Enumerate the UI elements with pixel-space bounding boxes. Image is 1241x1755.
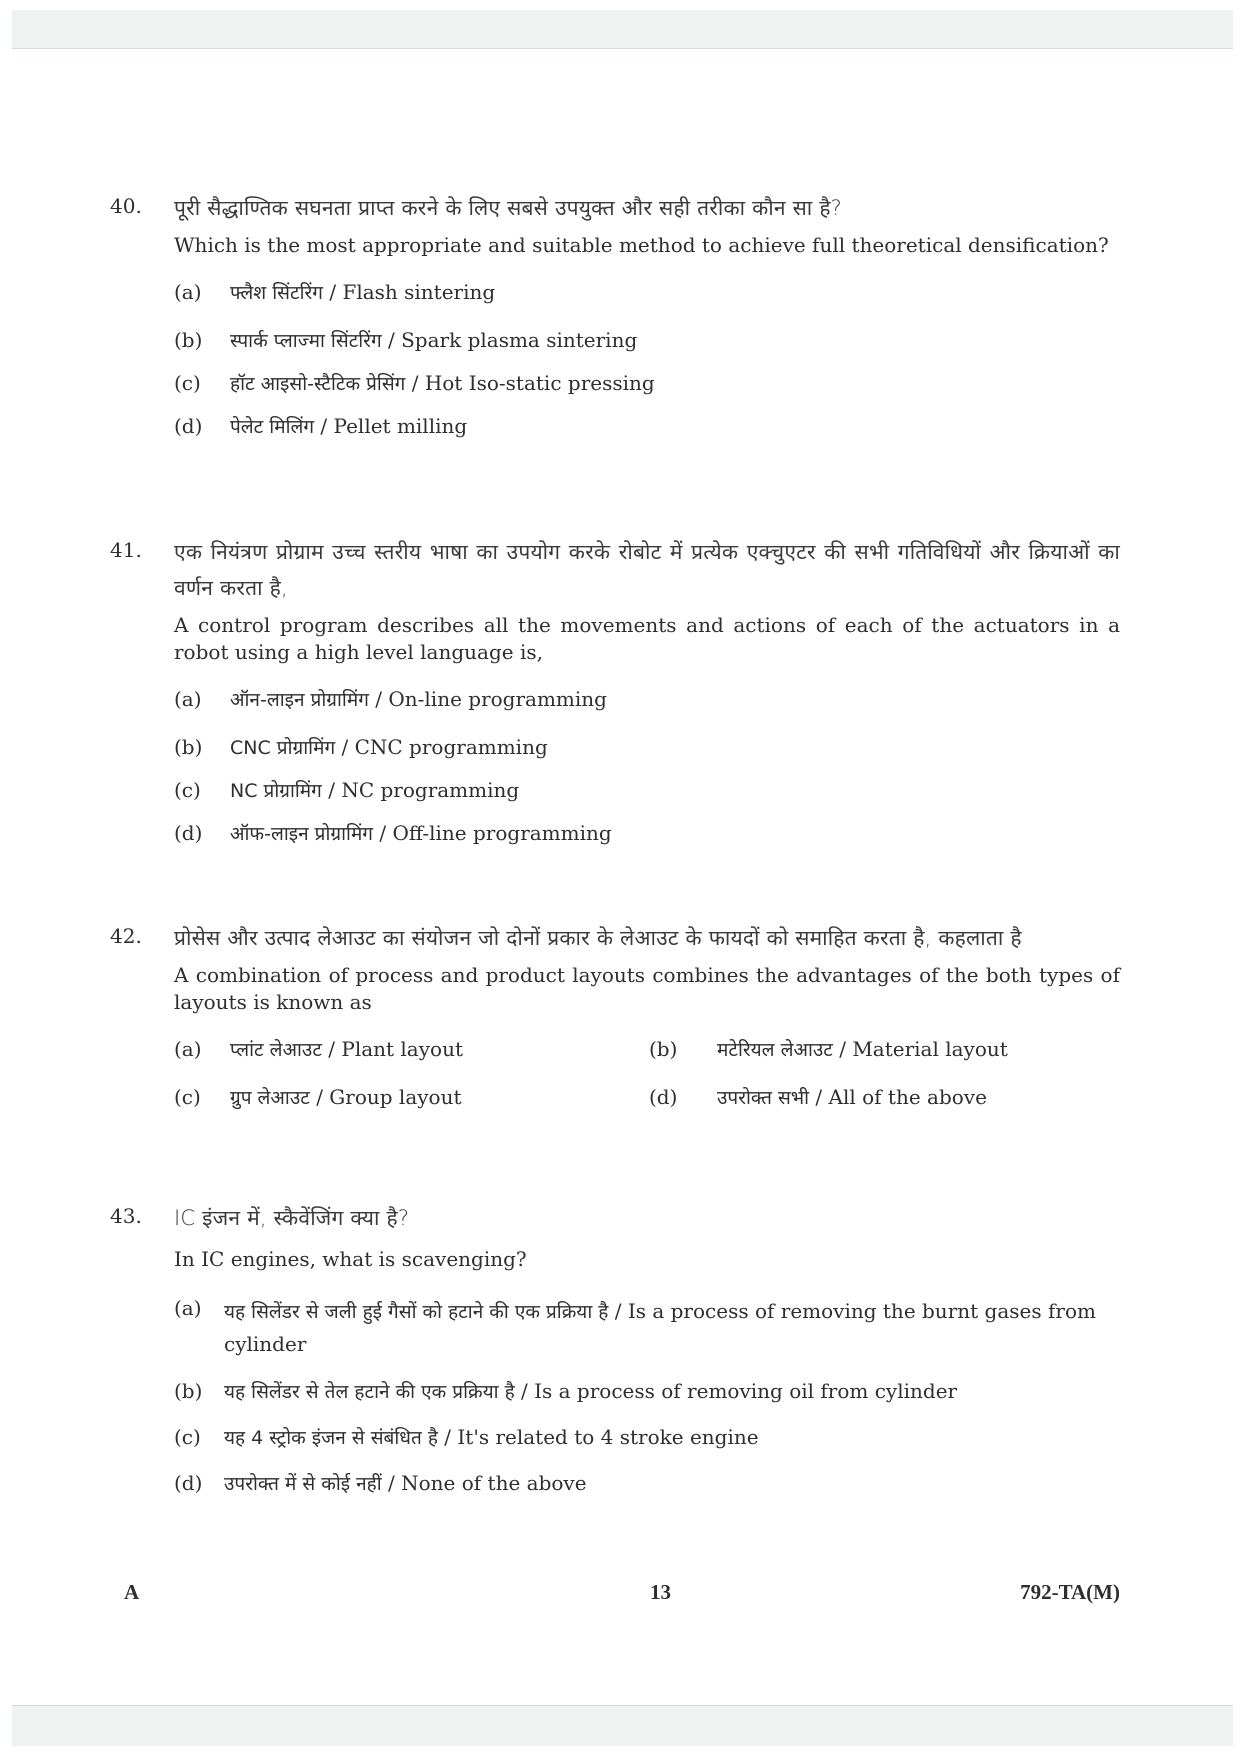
option-d: (d) पेलेट मिलिंग / Pellet milling [174, 414, 468, 438]
option-a: (a) ऑन-लाइन प्रोग्रामिंग / On-line programming [174, 687, 607, 711]
question-40 [110, 190, 1120, 461]
option-a: (a) यह सिलेंडर से जली हुई गैसों को हटाने की एक प्रक्रिया है / Is a process of removing the burnt gases from cylinder [174, 1296, 1096, 1356]
question-number: 40. [110, 194, 142, 218]
option-b: (b) CNC प्रोग्रामिंग / CNC programming [174, 735, 548, 759]
option-c: (c) ग्रुप लेआउट / Group layout [174, 1085, 462, 1109]
question-43 [110, 1200, 1120, 1518]
question-text-hindi: पूरी सैद्धाण्तिक सघनता प्राप्त करने के लिए सबसे उपयुक्त और सही तरीका कौन सा है? [174, 196, 843, 220]
question-text-english: In IC engines, what is scavenging? [174, 1247, 527, 1271]
question-text-english: A control program describes all the movements and actions of each of the actuators in a robot using a high level language is, [174, 613, 1120, 664]
option-d: (d) उपरोक्त सभी / All of the above [649, 1085, 987, 1109]
option-d: (d) उपरोक्त में से कोई नहीं / None of the above [174, 1471, 587, 1495]
option-b: (b) स्पार्क प्लाज्मा सिंटरिंग / Spark plasma sintering [174, 328, 638, 352]
series-code: A [124, 1580, 140, 1604]
scan-edge-top [12, 10, 1233, 49]
question-number: 41. [110, 538, 142, 562]
question-text-english: A combination of process and product layouts combines the advantages of the both types of layouts is known as [174, 963, 1120, 1014]
question-41 [110, 534, 1120, 868]
question-42 [110, 920, 1120, 1112]
option-d: (d) ऑफ-लाइन प्रोग्रामिंग / Off-line programming [174, 821, 612, 845]
option-a: (a) फ्लैश सिंटरिंग / Flash sintering [174, 280, 496, 304]
option-b: (b) मटेरियल लेआउट / Material layout [649, 1037, 1008, 1061]
option-b: (b) यह सिलेंडर से तेल हटाने की एक प्रक्रिया है / Is a process of removing oil from cylinder [174, 1379, 958, 1403]
question-text-hindi: एक नियंत्रण प्रोग्राम उच्च स्तरीय भाषा का उपयोग करके रोबोट में प्रत्येक एक्चुएटर की सभी गतिविधियों और क्रियाओं का वर्णन करता है, [174, 540, 1120, 600]
question-number: 43. [110, 1204, 142, 1228]
page-number: 13 [650, 1580, 671, 1604]
question-text-hindi: IC इंजन में, स्कैवेंजिंग क्या है? [174, 1206, 410, 1230]
question-number: 42. [110, 924, 142, 948]
question-text-english: Which is the most appropriate and suitable method to achieve full theoretical densification? [174, 233, 1109, 257]
scan-edge-bottom [12, 1705, 1233, 1746]
option-a: (a) प्लांट लेआउट / Plant layout [174, 1037, 463, 1061]
option-c: (c) NC प्रोग्रामिंग / NC programming [174, 778, 520, 802]
question-text-hindi: प्रोसेस और उत्पाद लेआउट का संयोजन जो दोनों प्रकार के लेआउट के फायदों को समाहित करता है, कहलाता है [174, 926, 1022, 950]
option-c: (c) यह 4 स्ट्रोक इंजन से संबंधित है / It's related to 4 stroke engine [174, 1425, 759, 1449]
paper-code: 792-TA(M) [1020, 1580, 1120, 1604]
option-c: (c) हॉट आइसो-स्टैटिक प्रेसिंग / Hot Iso-static pressing [174, 371, 655, 395]
